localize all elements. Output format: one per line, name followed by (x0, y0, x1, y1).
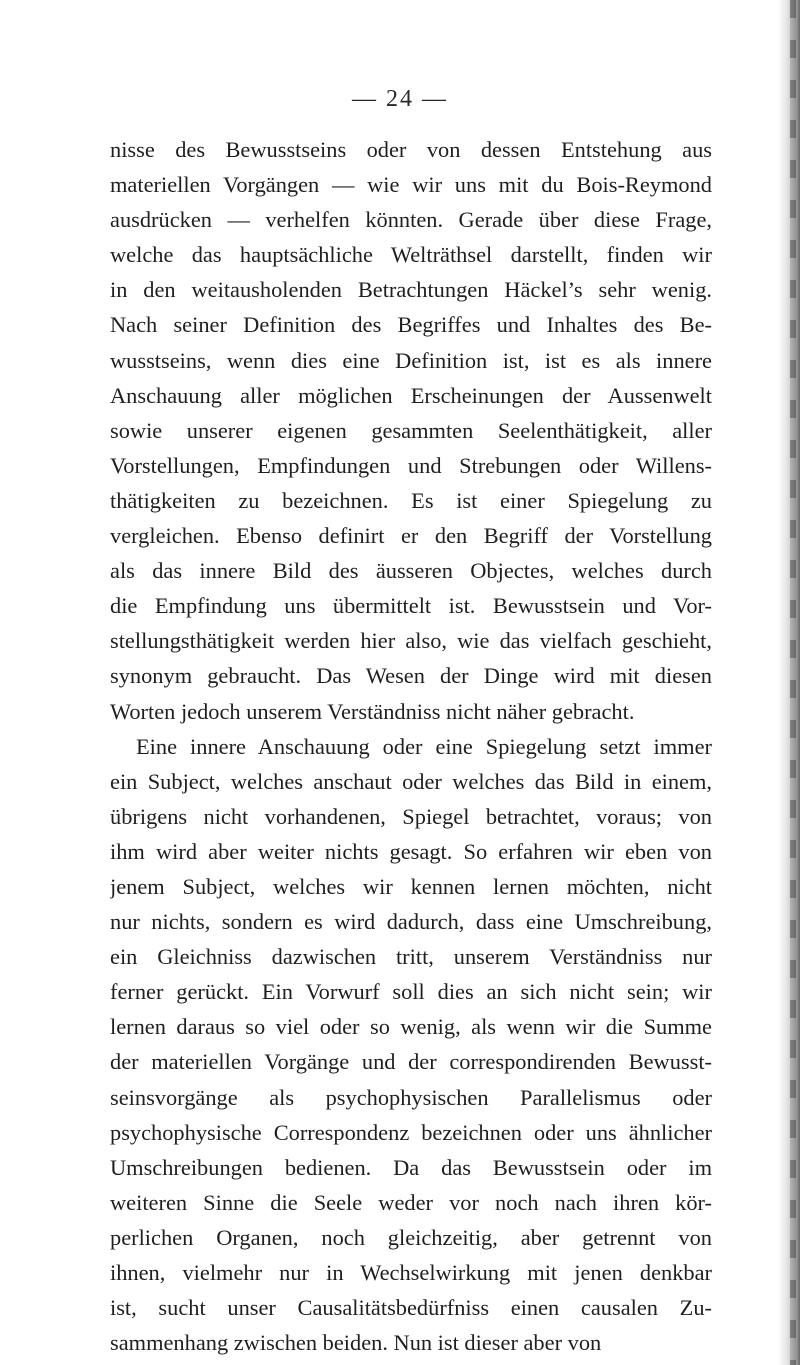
text-line: in den weitausholenden Betrachtungen Häckel’s sehr wenig. (110, 277, 712, 303)
text-line: perlichen Organen, noch gleichzeitig, aber getrennt von (110, 1224, 712, 1250)
text-line: ihnen, vielmehr nur in Wechselwirkung mit jenen denkbar (110, 1260, 712, 1285)
text-line: als das innere Bild des äusseren Objectes, welches durch (110, 558, 712, 584)
text-line: jenem Subject, welches wir kennen lernen möchten, nicht (110, 873, 712, 899)
text-line: nur nichts, sondern es wird dadurch, dass eine Umschreibung, (110, 909, 712, 935)
text-line: nisse des Bewusstseins oder von dessen Entstehung aus (110, 137, 712, 162)
text-line: thätigkeiten zu bezeichnen. Es ist einer Spiegelung zu (110, 487, 712, 513)
text-line: die Empfindung uns übermittelt ist. Bewusstsein und Vor- (110, 593, 712, 619)
text-line: psychophysische Correspondenz bezeichnen oder uns ähnlicher (110, 1119, 712, 1145)
text-line: Nach seiner Definition des Begriffes und Inhaltes des Be- (110, 312, 712, 338)
text-line: ferner gerückt. Ein Vorwurf soll dies an sich nicht sein; wir (110, 979, 712, 1005)
text-line: synonym gebraucht. Das Wesen der Dinge wird mit diesen (110, 663, 712, 689)
text-line: ausdrücken — verhelfen könnten. Gerade über diese Frage, (110, 207, 712, 233)
text-line: welche das hauptsächliche Welträthsel darstellt, finden wir (110, 242, 712, 268)
text-line: Vorstellungen, Empfindungen und Strebungen oder Willens- (110, 452, 712, 478)
text-line: ist, sucht unser Causalitätsbedürfniss einen causalen Zu- (110, 1295, 712, 1321)
text-line: ein Gleichniss dazwischen tritt, unserem Verständniss nur (110, 944, 712, 970)
page-number: — 24 — (352, 86, 448, 112)
text-line: vergleichen. Ebenso definirt er den Begriff der Vorstellung (110, 523, 712, 549)
text-line: weiteren Sinne die Seele weder vor noch nach ihren kör- (110, 1189, 712, 1215)
text-line: sowie unserer eigenen gesammten Seelenthätigkeit, aller (110, 417, 712, 443)
text-line: stellungsthätigkeit werden hier also, wie das vielfach geschieht, (110, 628, 712, 654)
text-line: wusstseins, wenn dies eine Definition ist, ist es als innere (110, 347, 712, 373)
text-line: lernen daraus so viel oder so wenig, als wenn wir die Summe (110, 1014, 712, 1040)
text-line: Worten jedoch unserem Verständniss nicht näher gebracht. (110, 698, 635, 724)
body-text (110, 132, 712, 1360)
text-line: ein Subject, welches anschaut oder welches das Bild in einem, (110, 768, 712, 794)
page-edge-shadow (778, 0, 800, 1365)
text-line: sammenhang zwischen beiden. Nun ist dieser aber von (110, 1330, 602, 1356)
page-edge-strip (790, 0, 796, 1365)
text-line: Umschreibungen bedienen. Da das Bewusstsein oder im (110, 1154, 712, 1180)
text-line: Eine innere Anschauung oder eine Spiegelung setzt immer (136, 733, 712, 759)
text-line: übrigens nicht vorhandenen, Spiegel betrachtet, voraus; von (110, 803, 712, 829)
text-line: Anschauung aller möglichen Erscheinungen der Aussenwelt (110, 382, 712, 408)
text-line: seinsvorgänge als psychophysischen Parallelismus oder (110, 1084, 712, 1110)
text-line: ihm wird aber weiter nichts gesagt. So erfahren wir eben von (110, 838, 712, 864)
text-line: der materiellen Vorgänge und der correspondirenden Bewusst- (110, 1049, 712, 1075)
text-line: materiellen Vorgängen — wie wir uns mit du Bois-Reymond (110, 172, 712, 198)
